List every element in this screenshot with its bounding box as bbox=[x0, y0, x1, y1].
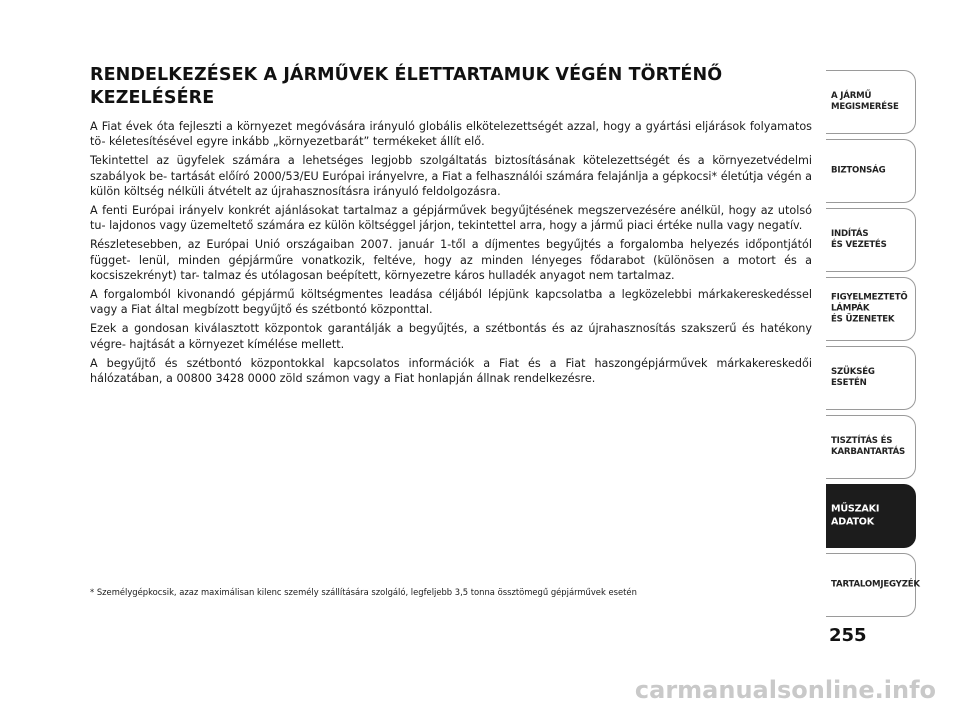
tab-label: TISZTÍTÁS ÉS KARBANTARTÁS bbox=[831, 436, 906, 457]
tab-label: MŰSZAKI ADATOK bbox=[831, 503, 880, 527]
tab-technical-data[interactable] bbox=[826, 484, 916, 548]
paragraph-2: Tekintettel az ügyfelek számára a lehetséges legjobb szolgáltatás biztosításának kötelezettségét és a környezetvédelmi szabályok be- tartását előíró 2000/53/EU Európai irányelvre, a Fiat a felhasználói számára felajánlja a gépkocsi* életútja végén a külön költség nélküli átvételt az újrahasznosításra irányuló feldolgozásra. bbox=[90, 154, 812, 198]
paragraph-3: A fenti Európai irányelv konkrét ajánlásokat tartalmaz a gépjárművek begyűjtésének megszervezésére anélkül, hogy az utolsó tu- lajdonos vagy üzemeltető számára ez külön költséggel járjon, tekintettel arra, hogy a jármű piaci értéke nulla vagy negatív. bbox=[90, 204, 812, 233]
tab-label: BIZTONSÁG bbox=[831, 165, 886, 176]
tab-starting-driving[interactable] bbox=[826, 208, 916, 272]
watermark: carmanualsonline.info bbox=[634, 676, 936, 704]
paragraph-4: Részletesebben, az Európai Unió országaiban 2007. január 1-től a díjmentes begyűjtés a forgalomba helyezés időpontjától függet- lenül, minden gépjárműre vonatkozik, feltéve, hogy az minden lényeges fődarabot (különösen a motort és a kocsiszekrényt) tar- talmaz és utólagosan beépített, környezetre káros hulladék anyagot nem tartalmaz. bbox=[90, 238, 812, 282]
paragraph-6: Ezek a gondosan kiválasztott központok garantálják a begyűjtés, a szétbontás és az újrahasznosítás szakszerű és hatékony végre- hajtását a környezet kímélése mellett. bbox=[90, 322, 812, 351]
tab-index[interactable] bbox=[826, 553, 920, 617]
tab-warning-lights[interactable] bbox=[826, 277, 916, 341]
tab-label: INDÍTÁS ÉS VEZETÉS bbox=[831, 229, 887, 250]
paragraph-1: A Fiat évek óta fejleszti a környezet megóvására irányuló globális elkötelezettségét azzal, hogy a gyártási eljárások folyamatos tö- kéletesítésével egyre inkább „környezetbarát” termékeket állít elő. bbox=[90, 120, 812, 149]
main-content bbox=[90, 64, 812, 390]
page-number: 255 bbox=[829, 625, 867, 646]
tab-vehicle-overview[interactable] bbox=[826, 70, 916, 134]
tab-safety[interactable] bbox=[826, 139, 916, 203]
paragraph-7: A begyűjtő és szétbontó központokkal kapcsolatos információk a Fiat és a Fiat haszongépjárművek márkakereskedői hálózatában, a 00800 3428 0000 zöld számon vagy a Fiat honlapján állnak rendelkezésre. bbox=[90, 356, 812, 386]
tab-label: A JÁRMŰ MEGISMERÉSE bbox=[831, 91, 899, 112]
chapter-tabs bbox=[826, 70, 920, 616]
tab-label: FIGYELMEZTETŐ LÁMPÁK ÉS ÜZENETEK bbox=[831, 292, 908, 325]
tab-maintenance[interactable] bbox=[826, 415, 916, 479]
tab-label: TARTALOMJEGYZÉK bbox=[831, 579, 920, 590]
tab-label: SZÜKSÉG ESETÉN bbox=[831, 367, 875, 388]
paragraph-5: A forgalomból kivonandó gépjármű költségmentes leadása céljából lépjünk kapcsolatba a legközelebbi márkakereskedéssel vagy a Fiat által megbízott begyűjtő és szétbontó központtal. bbox=[90, 288, 812, 317]
tab-emergency[interactable] bbox=[826, 346, 916, 410]
page-title: RENDELKEZÉSEK A JÁRMŰVEK ÉLETTARTAMUK VÉGÉN TÖRTÉNŐ KEZELÉSÉRE bbox=[90, 65, 723, 108]
footnote: * Személygépkocsik, azaz maximálisan kilenc személy szállítására szolgáló, legfeljebb 3,5 tonna össztömegű gépjárművek esetén bbox=[90, 587, 637, 597]
